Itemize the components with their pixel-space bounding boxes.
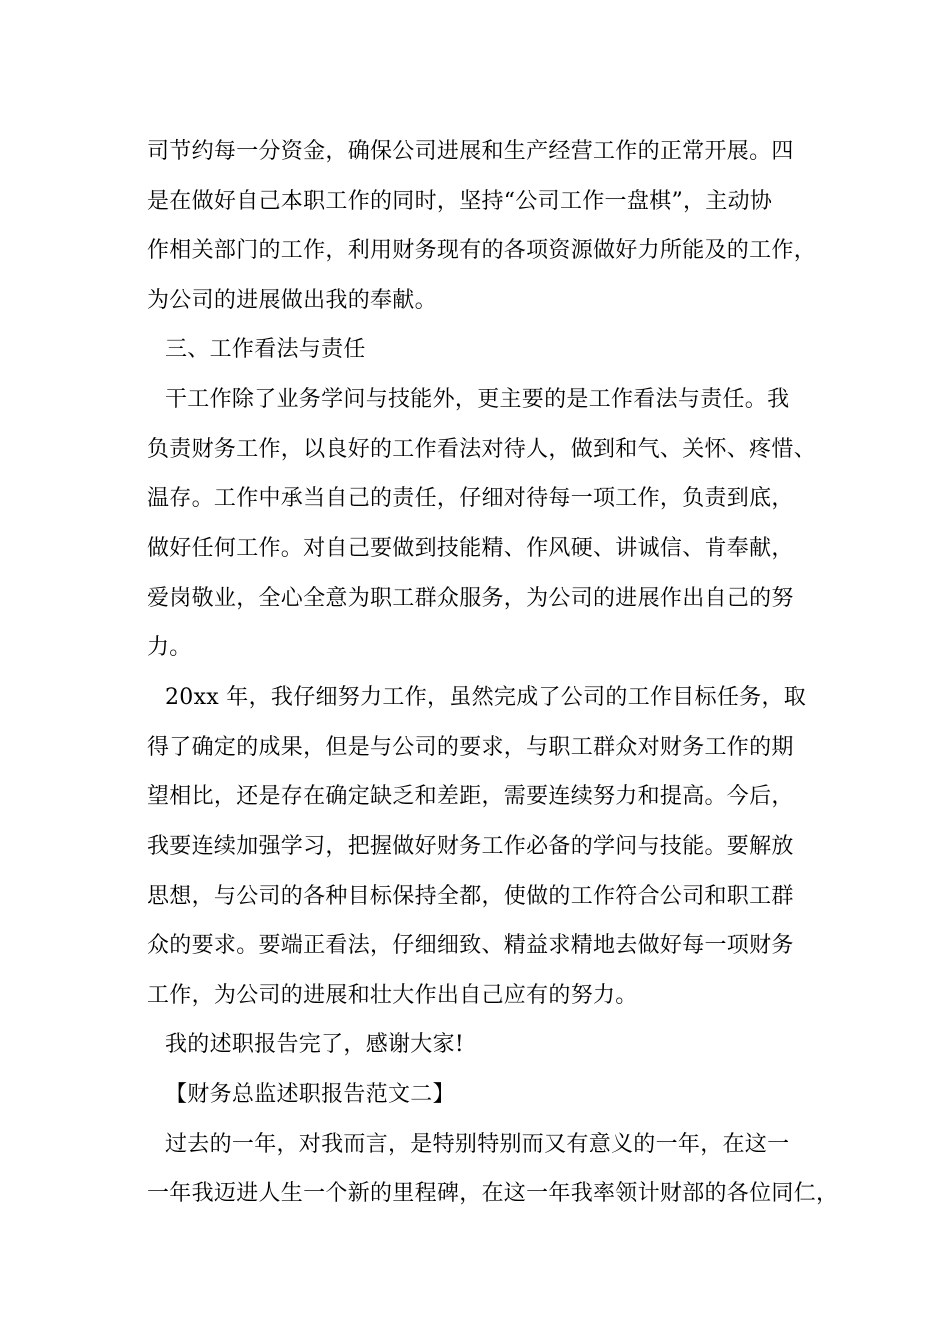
- text-line: 思想，与公司的各种目标保持全都，使做的工作符合公司和职工群: [147, 884, 794, 909]
- text-line: 一年我迈进人生一个新的里程碑，在这一年我率领计财部的各位同仁，: [147, 1181, 839, 1206]
- text-line: 温存。工作中承当自己的责任，仔细对待每一项工作，负责到底，: [147, 486, 794, 511]
- text-line: 负责财务工作，以良好的工作看法对待人，做到和气、关怀、疼惜、: [147, 437, 817, 462]
- text-line: 为公司的进展做出我的奉献。: [147, 288, 437, 313]
- text-line: 力。: [147, 635, 192, 660]
- text-line: 众的要求。要端正看法，仔细细致、精益求精地去做好每一项财务: [147, 933, 794, 958]
- text-line: 望相比，还是存在确定缺乏和差距，需要连续努力和提高。今后，: [147, 784, 794, 809]
- text-line: 做好任何工作。对自己要做到技能精、作风硬、讲诚信、肯奉献，: [147, 536, 794, 561]
- section-heading: 【财务总监述职报告范文二】: [165, 1082, 455, 1107]
- text-line: 工作，为公司的进展和壮大作出自己应有的努力。: [147, 983, 638, 1008]
- text-line: 司节约每一分资金，确保公司进展和生产经营工作的正常开展。四: [147, 139, 794, 164]
- text-line: 我要连续加强学习，把握做好财务工作必备的学问与技能。要解放: [147, 834, 794, 859]
- text-line: 20xx 年，我仔细努力工作，虽然完成了公司的工作目标任务，取: [165, 685, 807, 710]
- section-heading: 三、工作看法与责任: [165, 337, 366, 362]
- text-line: 过去的一年，对我而言，是特别特别而又有意义的一年，在这一: [165, 1132, 790, 1157]
- text-line: 干工作除了业务学问与技能外，更主要的是工作看法与责任。我: [165, 387, 790, 412]
- text-line: 爱岗敬业，全心全意为职工群众服务，为公司的进展作出自己的努: [147, 586, 794, 611]
- text-line: 作相关部门的工作，利用财务现有的各项资源做好力所能及的工作，: [147, 238, 817, 263]
- text-line: 是在做好自己本职工作的同时，坚持“公司工作一盘棋”，主动协: [147, 189, 773, 214]
- text-line: 我的述职报告完了，感谢大家!: [165, 1032, 465, 1057]
- text-line: 得了确定的成果，但是与公司的要求，与职工群众对财务工作的期: [147, 735, 794, 760]
